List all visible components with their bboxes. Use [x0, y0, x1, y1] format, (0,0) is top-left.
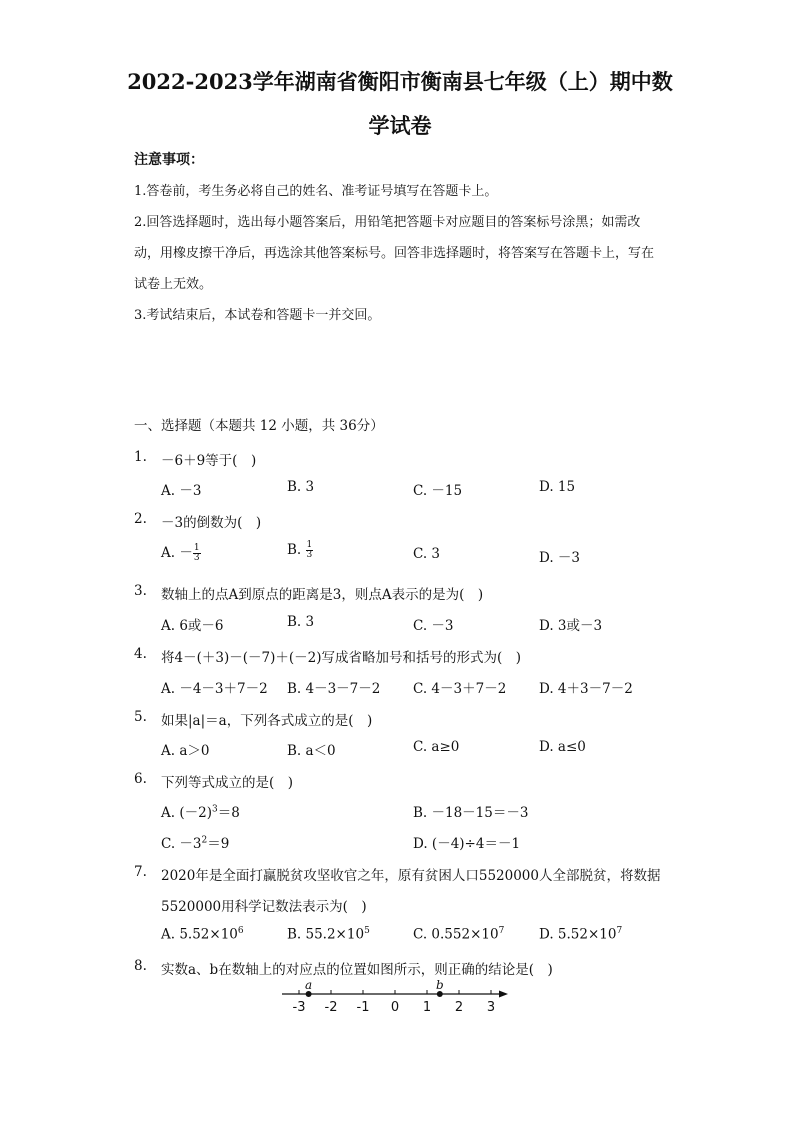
option-a: [161, 926, 244, 943]
option-c: C. －15: [413, 483, 463, 499]
number-line-point-a-label: a: [305, 978, 313, 992]
fraction: [193, 544, 201, 563]
option-b: B. 3: [287, 614, 315, 630]
option-b: [287, 926, 370, 943]
option-c: C. －3: [413, 618, 454, 634]
notice-item-1: 1.答卷前，考生务必将自己的姓名、准考证号填写在答题卡上。: [134, 184, 498, 199]
question-number: 8.: [134, 958, 147, 974]
option-d-exponent: 7: [616, 926, 623, 936]
option-d-base: D. 5.52×10: [539, 926, 617, 943]
option-c: C. 3: [413, 546, 441, 562]
option-d: D. a≤0: [539, 739, 586, 755]
option-c: C. 4－3＋7－2: [413, 681, 507, 697]
option-a: A. －3: [161, 483, 202, 499]
option-b: B. a＜0: [287, 743, 336, 759]
option-b: B. 3: [287, 479, 315, 495]
question-number: 1.: [134, 449, 147, 465]
fraction-numerator: 1: [193, 543, 200, 553]
question-number: 2.: [134, 511, 147, 527]
option-c-rest: ＝9: [207, 836, 230, 852]
question-number: 5.: [134, 709, 147, 725]
fraction-denominator: 3: [306, 550, 313, 560]
question-text-line2: 5520000用科学记数法表示为( ): [161, 899, 367, 915]
question-number: 4.: [134, 646, 147, 662]
question-text: －6＋9等于( ): [161, 453, 257, 469]
option-a: [161, 801, 240, 821]
question-text: 如果|a|＝a，下列各式成立的是( ): [161, 713, 373, 729]
option-d: D. 3或－3: [539, 618, 603, 634]
number-line-tick-label: -2: [324, 1000, 338, 1015]
option-b-base: B. 55.2×10: [287, 926, 365, 943]
option-a: A. a＞0: [161, 743, 210, 759]
exam-title-line1: 2022-2023学年湖南省衡阳市衡南县七年级（上）期中数: [127, 69, 673, 94]
question-text: 下列等式成立的是( ): [161, 775, 294, 791]
question-text: －3的倒数为( ): [161, 515, 262, 531]
option-d: D. (－4)÷4＝－1: [413, 836, 521, 852]
fraction-numerator: 1: [306, 540, 313, 550]
question-number: 6.: [134, 771, 147, 787]
number-line-point-b-label: b: [435, 978, 444, 992]
option-a-exponent: 3: [211, 804, 218, 815]
number-line-figure: [280, 978, 520, 1018]
option-b: [287, 541, 313, 560]
option-a-base: A. 5.52×10: [161, 926, 238, 943]
notice-item-2: 2.回答选择题时，选出每小题答案后，用铅笔把答题卡对应题目的答案标号涂黑；如需改动，用橡皮擦干净后，再选涂其他答案标号。回答非选择题时，将答案写在答题卡上，写在试卷上无效。: [134, 215, 655, 292]
option-d: D. 4＋3－7－2: [539, 681, 633, 697]
number-line-tick-label: 3: [486, 1000, 496, 1015]
number-line-tick-label: 2: [454, 1000, 464, 1015]
number-line-tick-label: 1: [422, 1000, 432, 1015]
option-b: B. 4－3－7－2: [287, 681, 381, 697]
notice-heading: 注意事项：: [134, 152, 204, 168]
question-text-line1: 2020年是全面打赢脱贫攻坚收官之年，原有贫困人口5520000人全部脱贫，将数据: [161, 868, 661, 884]
option-a: [161, 541, 201, 563]
option-a-exponent: 6: [237, 926, 244, 936]
fraction-denominator: 3: [193, 553, 200, 563]
option-d: D. 15: [539, 479, 576, 495]
option-a-rest: ＝8: [217, 805, 240, 821]
option-a: A. －4－3＋7－2: [161, 681, 268, 697]
option-c-exponent: 2: [201, 835, 208, 846]
question-text: 将4－(＋3)－(－7)＋(－2)写成省略加号和括号的形式为( ): [161, 650, 521, 666]
option-c: C. a≥0: [413, 739, 460, 755]
option-c: [413, 926, 504, 943]
option-c-exponent: 7: [498, 926, 505, 936]
option-b-exponent: 5: [364, 926, 370, 936]
option-b-prefix: B.: [287, 542, 302, 558]
number-line-tick-label: 0: [390, 1000, 400, 1015]
question-text: 数轴上的点A到原点的距离是3，则点A表示的是为( ): [161, 587, 484, 603]
option-b: B. －18－15＝－3: [413, 805, 529, 821]
number-line-arrow: [499, 991, 508, 998]
question-text: 实数a、b在数轴上的对应点的位置如图所示，则正确的结论是( ): [161, 962, 553, 978]
fraction: [306, 541, 314, 560]
option-d: [539, 926, 622, 943]
option-a-prefix: A. －: [161, 545, 193, 561]
notice-item-3: 3.考试结束后，本试卷和答题卡一并交回。: [134, 308, 381, 323]
option-c: [161, 832, 229, 852]
option-a-base: A. (－2): [161, 805, 212, 821]
option-a: A. 6或－6: [161, 618, 224, 634]
question-number: 3.: [134, 583, 147, 599]
option-c-base: C. 0.552×10: [413, 926, 499, 943]
number-line-tick-label: -3: [292, 1000, 306, 1015]
section-heading: 一、选择题（本题共 12 小题，共 36分）: [134, 418, 384, 434]
exam-title-line2: 学试卷: [368, 113, 432, 138]
option-d: D. －3: [539, 550, 581, 566]
number-line-tick-label: -1: [356, 1000, 370, 1015]
option-c-base: C. －3: [161, 836, 202, 852]
question-number: 7.: [134, 864, 147, 880]
